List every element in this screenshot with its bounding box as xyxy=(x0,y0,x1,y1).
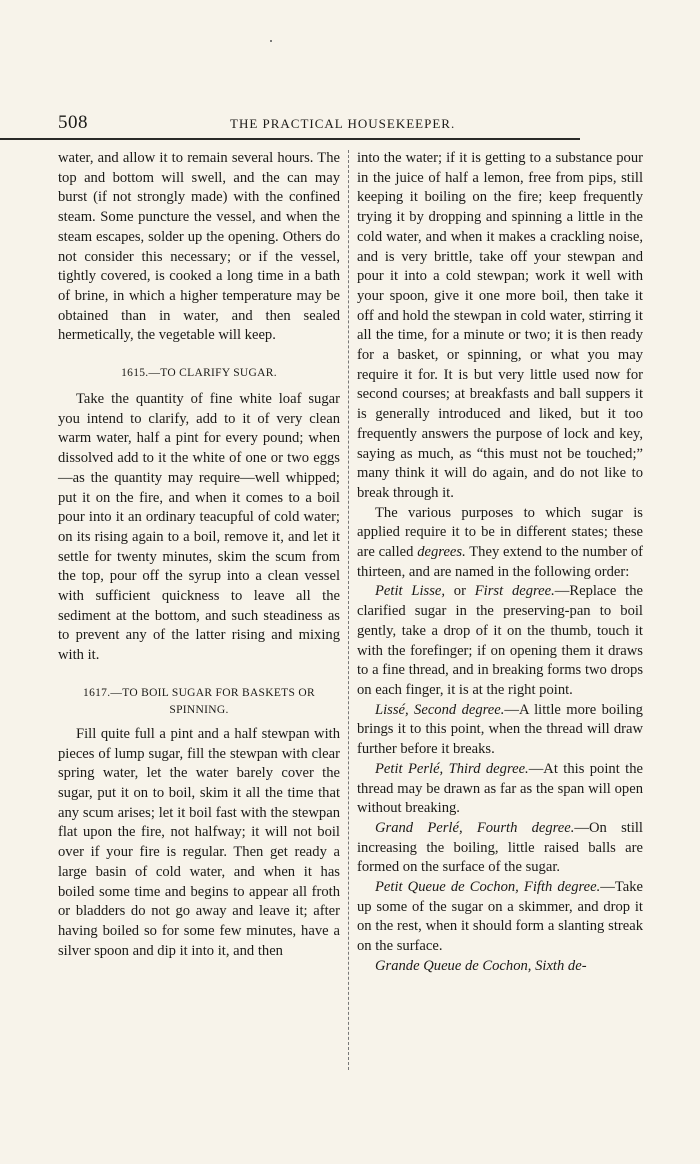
degree-fourth: Grand Perlé, Fourth degree.—On still increasing the boiling, little raised balls are formed on the surface of the sugar. xyxy=(357,819,643,876)
degrees-intro: The various purposes to which sugar is applied require it to be in different states; these are called degrees. They extend to the number of thirteen, and are named in the following order: xyxy=(357,504,643,580)
degree-first: Petit Lisse, or First degree.—Replace the clarified sugar in the preserving-pan to boil gently, take a drop of it on the thumb, touch it with the forefinger; if on opening them it draws to a fine thread, and in breaking forms two drops on each finger, it is at the right point. xyxy=(357,583,643,698)
degree-fifth: Petit Queue de Cochon, Fifth degree.—Take up some of the sugar on a skimmer, and drop it on the rest, when it should form a slanting streak on the surface. xyxy=(357,879,643,955)
recipe-heading-1617: 1617.—TO BOIL SUGAR FOR BASKETS OR SPINNING. xyxy=(83,686,315,716)
recipe-body-1617: Fill quite full a pint and a half stewpan with pieces of lump sugar, fill the stewpan with clear spring water, let the water barely cover the sugar, put it on to boil, skim it all the time that any scum arises; let it boil fast with the stewpan flat upon the fire, not halfway; it will not boil over if your fire is regular. Then get ready a large basin of cold water, and when it has boiled some time and begins to appear all froth or bladders do not go away and leave it; after having boiled so for some few minutes, have a silver spoon and dip it into it, and then xyxy=(58,725,340,959)
degree-third: Petit Perlé, Third degree.—At this point the thread may be drawn as far as the span will open without breaking. xyxy=(357,760,643,817)
recipe-body-1617-continued: into the water; if it is getting to a substance pour in the juice of half a lemon, free from pips, still keeping it boiling on the fire; keep frequently trying it by dropping and spinning a little in the cold water, and when it makes a crackling noise, and is very brittle, take off your stewpan and pour it into a cold stewpan; work it well with your spoon, give it one more boil, then take it off and hold the stewpan in cold water, stirring it all the time, for a minute or two; it is then ready for a basket, or spinning, or what you may require it for. It is but very little used now for second courses; at breakfasts and ball suppers it is generally introduced and liked, but it too frequently answers the purpose of lock and key, saying as much, as “this must not be touched;” many think it will do again, and do not like to break through it. xyxy=(357,150,643,501)
right-column xyxy=(357,149,643,977)
continued-paragraph: water, and allow it to remain several hours. The top and bottom will swell, and the can may burst (if not strongly made) with the confined steam. Some puncture the vessel, and when the steam escapes, solder up the opening. Others do not consider this necessary; or if the vessel, tightly covered, is cooked a long time in a bath of brine, in which a higher temperature may be obtained than in water, and then sealed hermetically, the vegetable will keep. xyxy=(58,150,340,344)
degree-sixth: Grande Queue de Cochon, Sixth de- xyxy=(375,957,587,974)
recipe-body-1615: Take the quantity of fine white loaf sugar you intend to clarify, add to it of very clean warm water, half a pint for every pound; when dissolved add to it the white of one or two eggs—as the quantity may require—well whipped; put it on the fire, and when it comes to a boil pour into it an ordinary teacupful of cold water; on its rising again to a boil, remove it, and let it settle for twenty minutes, skim the scum from the top, pour off the syrup into a clean vessel with sufficient quickness to leave all the sediment at the bottom, and such steadiness as to prevent any of the latter rising and mixing with it. xyxy=(58,391,340,664)
running-head: THE PRACTICAL HOUSEKEEPER. xyxy=(230,116,456,131)
column-divider xyxy=(348,150,349,1070)
page-number: 508 xyxy=(58,112,88,133)
left-column xyxy=(58,149,340,961)
print-speck xyxy=(270,40,272,42)
header-rule xyxy=(0,138,580,140)
degree-second: Lissé, Second degree.—A little more boiling brings it to this point, when the thread will draw further before it breaks. xyxy=(357,701,643,758)
recipe-heading-1615: 1615.—TO CLARIFY SUGAR. xyxy=(121,367,277,380)
